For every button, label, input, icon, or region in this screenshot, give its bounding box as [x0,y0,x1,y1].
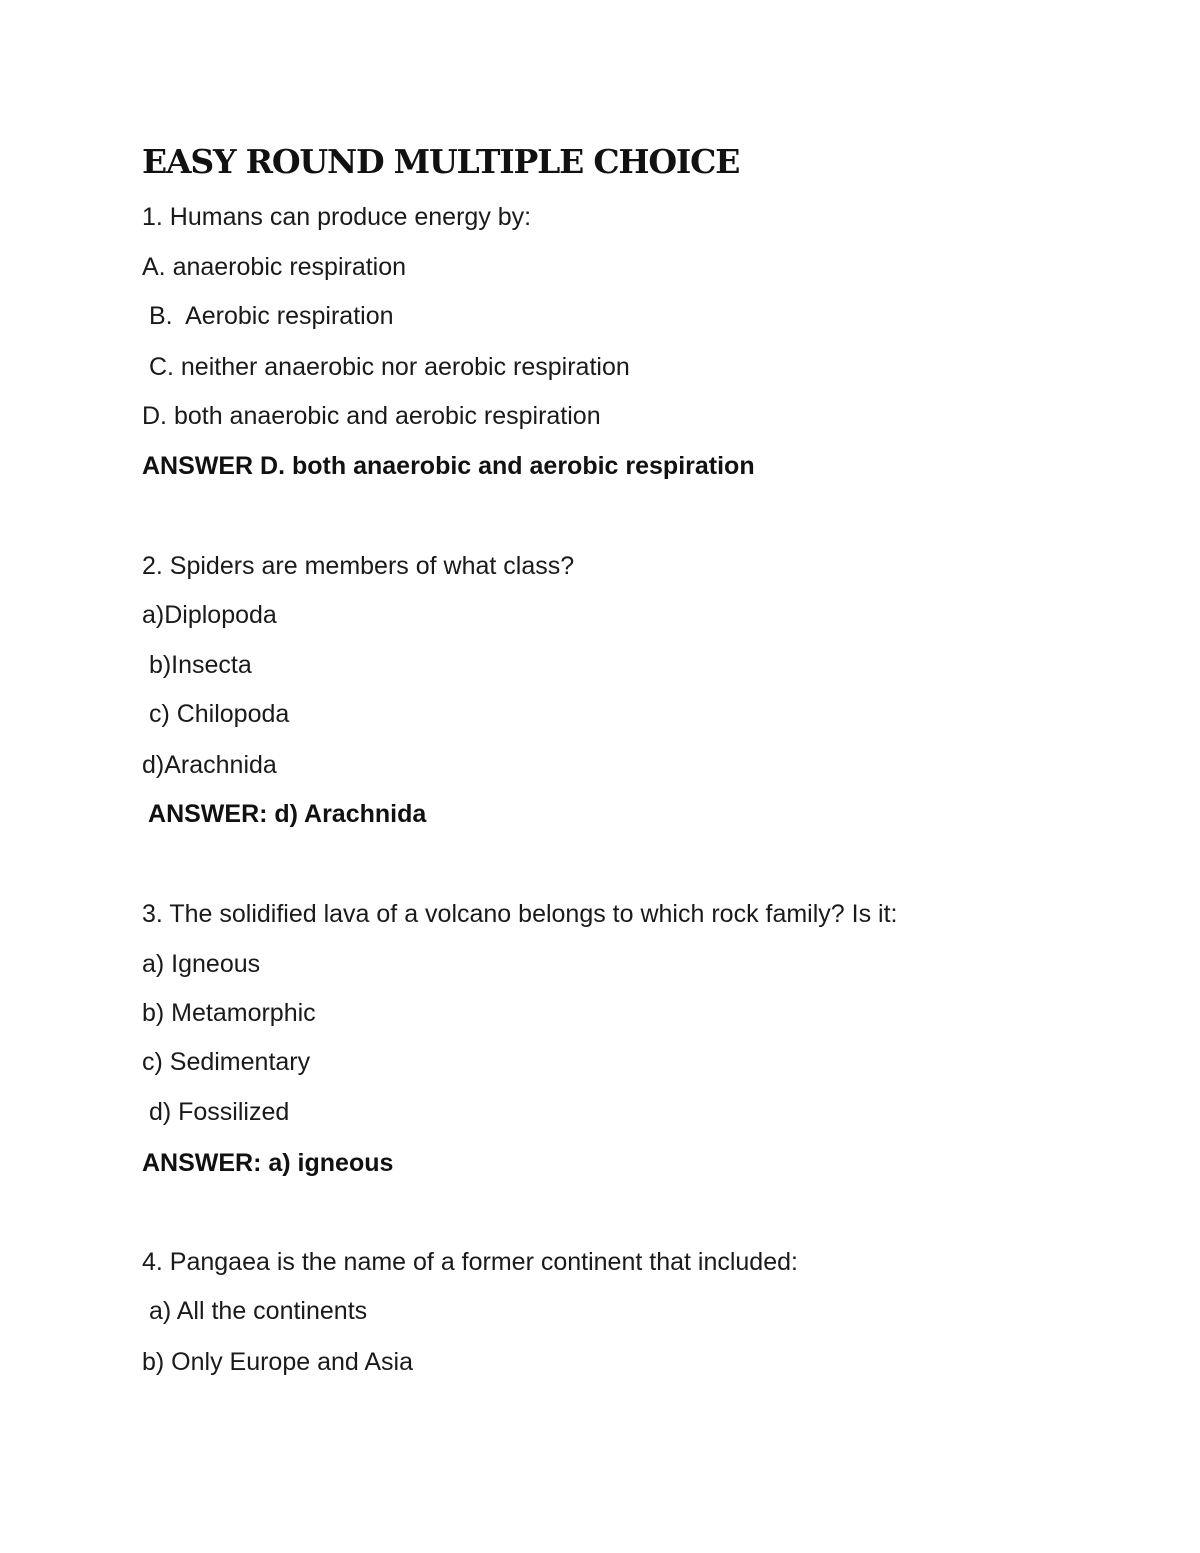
question-1-prompt: 1. Humans can produce energy by: [142,203,532,231]
question-1-option-b: B. Aerobic respiration [142,302,394,330]
question-4-option-b: b) Only Europe and Asia [142,1348,413,1376]
question-2-answer: ANSWER: d) Arachnida [142,800,427,828]
question-3-option-b: b) Metamorphic [142,999,316,1027]
question-2-option-a: a)Diplopoda [142,601,277,629]
question-2-option-c: c) Chilopoda [142,700,290,728]
question-3-answer: ANSWER: a) igneous [142,1149,394,1177]
question-3-option-c: c) Sedimentary [142,1048,311,1076]
question-1-option-a: A. anaerobic respiration [142,253,407,281]
question-4-option-a: a) All the continents [142,1297,368,1325]
question-3-option-a: a) Igneous [142,950,261,978]
question-3-option-d: d) Fossilized [142,1098,290,1126]
question-3-prompt: 3. The solidified lava of a volcano belongs to which rock family? Is it: [142,900,898,928]
question-2-prompt: 2. Spiders are members of what class? [142,552,575,580]
question-1-option-d: D. both anaerobic and aerobic respiration [142,402,601,430]
page-title: EASY ROUND MULTIPLE CHOICE [142,142,740,181]
question-1-answer: ANSWER D. both anaerobic and aerobic respiration [142,452,755,480]
question-2-option-b: b)Insecta [142,651,252,679]
question-2-option-d: d)Arachnida [142,751,277,779]
question-4-prompt: 4. Pangaea is the name of a former continent that included: [142,1248,798,1276]
question-1-option-c: C. neither anaerobic nor aerobic respiration [142,353,630,381]
